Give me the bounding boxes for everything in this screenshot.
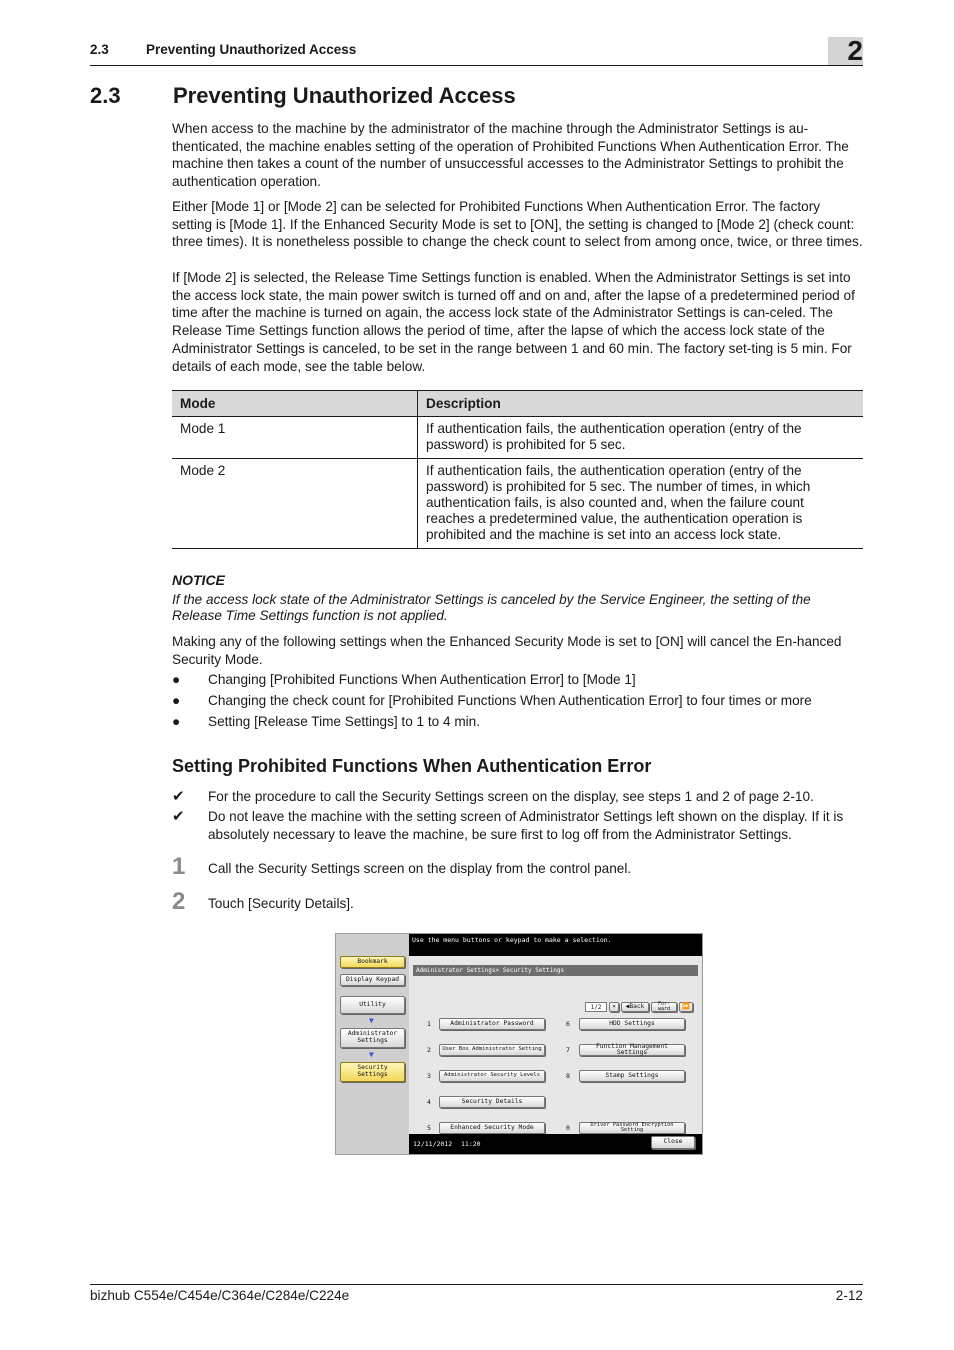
security-settings-button[interactable]: Security Settings [340,1062,405,1082]
table-cell-mode: Mode 2 [172,459,418,549]
mode-table [172,390,863,549]
paragraph-modes: Either [Mode 1] or [Mode 2] can be selected for Prohibited Functions When Authentication Error. The factory setting is [Mode 1]. If the Enhanced Security Mode is set to [ON], the setting is changed to [Mode 2] (check count: three times). It is nonetheless possible to change the check count to select from among once, twice, or three times. [172,199,863,250]
step-text: Touch [Security Details]. [208,896,354,911]
item-number: 8 [566,1072,570,1080]
screen-time: 11:20 [461,1140,481,1148]
footer-product: bizhub C554e/C454e/C364e/C284e/C224e [90,1288,350,1303]
notice-text: If the access lock state of the Administrator Settings is canceled by the Service Engineer, the setting of the Release Time Settings function is not applied. [172,592,811,623]
running-header [90,42,356,57]
back-label: Back [629,1002,645,1010]
item-number: 7 [566,1046,570,1054]
list-item [172,713,863,734]
table-row [172,417,863,459]
check-item-text: Do not leave the machine with the setting screen of Administrator Settings left shown on the display. If it is absolutely necessary to leave the machine, be sure first to log off from the Administrator Settings. [208,809,844,842]
table-header-description: Description [418,391,864,417]
list-item [172,671,863,692]
checkmark-icon: ✔ [172,808,185,825]
table-header-mode: Mode [172,391,418,417]
checkmark-icon: ✔ [172,788,185,805]
step-number: 1 [172,853,186,880]
stamp-settings-button[interactable]: Stamp Settings [579,1070,685,1082]
screen-message-bar: Use the menu buttons or keypad to make a selection. [409,934,702,956]
screen-main [409,956,702,1134]
notice-title: NOTICE [172,572,225,588]
paragraph-intro: When access to the machine by the administrator of the machine through the Administrator Settings is au-thenticated, the machine enables setting of the operation of Prohibited Functions When Authentication Error. The machine then takes a count of the number of unsuccessful accesses to the Administrator Settings to prohibit the authentication operation. [172,121,849,190]
administrator-password-button[interactable]: Administrator Password [439,1018,545,1030]
screen-date: 12/11/2012 [413,1140,453,1148]
subsection-heading: Setting Prohibited Functions When Authentication Error [172,756,652,776]
footer-rule [90,1284,863,1285]
function-management-settings-button[interactable]: Function Management Settings [579,1044,685,1056]
bullet-list [172,671,863,734]
bullet-icon: ● [172,693,181,708]
utility-button[interactable]: Utility [340,996,405,1014]
administrator-security-levels-button[interactable]: Administrator Security Levels [439,1070,545,1082]
screen-status-bar [409,1134,702,1154]
user-box-administrator-setting-button[interactable]: User Box Administrator Setting [439,1044,545,1056]
arrow-down-icon: ▼ [369,1016,374,1025]
close-x-button[interactable]: × [609,1002,619,1012]
step-number: 2 [172,888,186,915]
hdd-settings-button[interactable]: HDD Settings [579,1018,685,1030]
section-heading-number: 2.3 [90,83,121,108]
display-keypad-button[interactable]: Display Keypad [340,974,405,986]
chapter-number: 2 [847,35,863,66]
bullet-icon: ● [172,714,181,729]
driver-password-encryption-button[interactable]: Driver Password Encryption Setting [579,1122,685,1134]
bookmark-button[interactable]: Bookmark [340,956,405,968]
enhanced-security-mode-button[interactable]: Enhanced Security Mode [439,1122,545,1134]
control-panel-screenshot [335,933,703,1155]
header-section-title: Preventing Unauthorized Access [146,42,357,57]
footer-page-number: 2-12 [835,1288,863,1303]
list-item-text: Setting [Release Time Settings] to 1 to 4 min. [208,714,481,729]
item-number: 1 [427,1020,431,1028]
list-item-text: Changing the check count for [Prohibited Functions When Authentication Error] to four times or more [208,693,812,708]
table-cell-mode: Mode 1 [172,417,418,459]
list-item [172,692,863,713]
administrator-settings-button[interactable]: Administrator Settings [340,1028,405,1048]
page-indicator: 1/2 [585,1002,607,1012]
paragraph-cancel: Making any of the following settings when the Enhanced Security Mode is set to [ON] will cancel the En-hanced Security Mode. [172,634,842,667]
item-number: 3 [427,1072,431,1080]
header-section-number: 2.3 [90,42,109,57]
arrow-down-icon: ▼ [369,1050,374,1059]
item-number: 2 [427,1046,431,1054]
back-button[interactable] [621,1002,649,1012]
item-number: 4 [427,1098,431,1106]
section-heading [90,83,516,109]
back-icon: ◀ [625,1002,630,1010]
table-cell-description: If authentication fails, the authentication operation (entry of the password) is prohibited for 5 sec. The number of times, in which authentication fails, is also counted and, when the failure count reaches a predetermined value, the authentication operation is prohibited and the machine is set into an access lock state. [418,459,864,549]
table-header-row [172,391,863,417]
forward-button[interactable]: For-ward [651,1002,677,1012]
section-heading-title: Preventing Unauthorized Access [173,83,516,108]
table-row [172,459,863,549]
breadcrumb: Administrator Settings> Security Settings [413,965,698,976]
bullet-icon: ● [172,672,181,687]
close-button[interactable]: Close [651,1136,695,1149]
screen-sidebar [336,934,409,1154]
check-item-text: For the procedure to call the Security Settings screen on the display, see steps 1 and 2 of page 2-10. [208,789,814,804]
table-cell-description: If authentication fails, the authentication operation (entry of the password) is prohibited for 5 sec. [418,417,864,459]
fast-forward-icon: ⏩ [682,1002,690,1010]
list-item-text: Changing [Prohibited Functions When Authentication Error] to [Mode 1] [208,672,636,687]
paragraph-release-time: If [Mode 2] is selected, the Release Time Settings function is enabled. When the Administrator Settings is set into the access lock state, the main power switch is turned off and on and, after the lapse of a predetermined period of time after the machine is turned on again, the access lock state of the Administrator Settings is can-celed. The Release Time Settings function allows the period of time, after the lapse of which the access lock state of the Administrator Settings is canceled, to be set in the range between 1 and 60 min. The factory set-ting is 5 min. For details of each mode, see the table below. [172,270,855,374]
item-number: 0 [566,1124,570,1132]
item-number: 6 [566,1020,570,1028]
step-text: Call the Security Settings screen on the display from the control panel. [208,861,632,876]
item-number: 5 [427,1124,431,1132]
security-details-button[interactable]: Security Details [439,1096,545,1108]
header-rule [90,65,863,66]
fast-forward-button[interactable] [679,1002,693,1012]
